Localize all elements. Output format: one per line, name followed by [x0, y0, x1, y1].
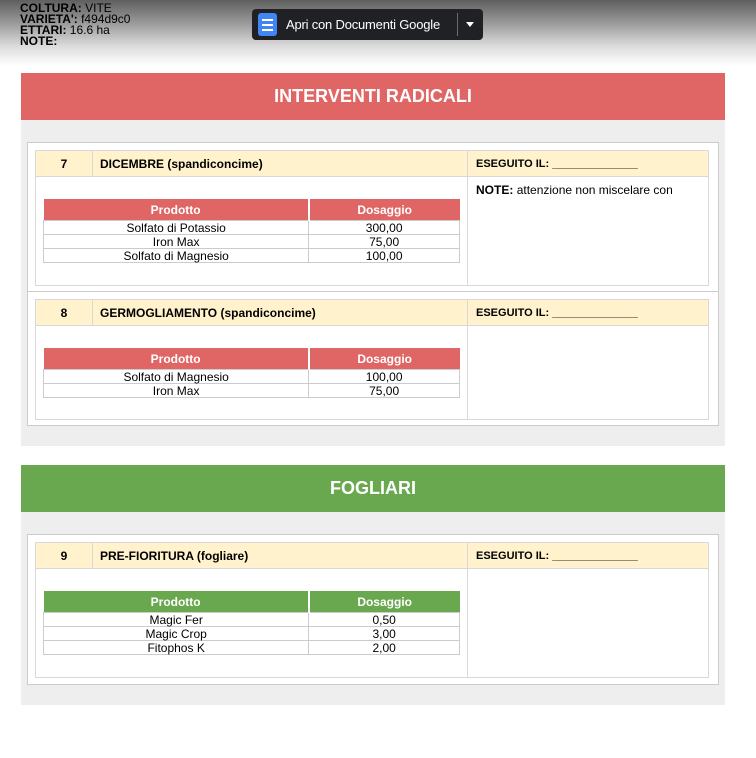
products-table — [43, 199, 460, 263]
intervention-title: DICEMBRE (spandiconcime) — [100, 156, 263, 171]
column-header-dosaggio: Dosaggio — [309, 199, 460, 221]
product-dosage: 100,00 — [309, 370, 460, 384]
table-row — [44, 370, 460, 384]
table-row — [44, 384, 460, 398]
table-header-row — [44, 348, 460, 370]
intervention-card-7 — [27, 142, 719, 293]
card-header — [36, 300, 708, 326]
field-metadata — [20, 3, 130, 47]
table-row — [44, 221, 460, 235]
intervention-title: PRE-FIORITURA (fogliare) — [100, 548, 249, 563]
product-name: Solfato di Magnesio — [44, 370, 309, 384]
dropdown-arrow-icon[interactable] — [466, 22, 474, 27]
top-bar — [0, 0, 756, 66]
section-title: FOGLIARI — [330, 478, 416, 498]
button-separator — [457, 13, 458, 36]
product-name: Solfato di Potassio — [44, 221, 309, 235]
product-dosage: 2,00 — [309, 641, 460, 655]
product-dosage: 300,00 — [309, 221, 460, 235]
column-header-prodotto: Prodotto — [44, 348, 309, 370]
table-header-row — [44, 591, 460, 613]
intervention-card-8 — [27, 291, 719, 426]
column-header-dosaggio: Dosaggio — [309, 348, 460, 370]
coltura-label: COLTURA: — [20, 1, 82, 15]
column-header-dosaggio: Dosaggio — [309, 591, 460, 613]
product-name: Solfato di Magnesio — [44, 249, 309, 263]
column-divider — [467, 325, 468, 419]
executed-on-field: ESEGUITO IL: ______________ — [467, 151, 708, 176]
product-name: Iron Max — [44, 235, 309, 249]
note-label: NOTE: — [20, 34, 58, 48]
intervention-number: 8 — [36, 300, 93, 325]
note-text: attenzione non miscelare con — [516, 183, 673, 197]
column-divider — [467, 176, 468, 285]
section-body-fogliari — [21, 512, 725, 705]
column-header-prodotto: Prodotto — [44, 591, 309, 613]
card-inner — [35, 542, 709, 678]
product-dosage: 100,00 — [309, 249, 460, 263]
executed-on-field: ESEGUITO IL: ______________ — [467, 543, 708, 568]
table-row — [44, 627, 460, 641]
card-header — [36, 543, 708, 569]
product-dosage: 75,00 — [309, 235, 460, 249]
intervention-card-9 — [27, 534, 719, 685]
open-with-label: Apri con Documenti Google — [286, 17, 440, 32]
table-header-row — [44, 199, 460, 221]
product-name: Iron Max — [44, 384, 309, 398]
ettari-label: ETTARI: — [20, 23, 67, 37]
intervention-number: 9 — [36, 543, 93, 568]
card-header — [36, 151, 708, 177]
table-row — [44, 613, 460, 627]
product-name: Magic Fer — [44, 613, 309, 627]
intervention-title: GERMOGLIAMENTO (spandiconcime) — [100, 305, 316, 320]
product-name: Magic Crop — [44, 627, 309, 641]
varieta-label: VARIETA': — [20, 12, 78, 26]
ettari-value: 16.6 ha — [69, 23, 110, 37]
section-header-fogliari — [21, 465, 725, 512]
executed-on-field: ESEGUITO IL: ______________ — [467, 300, 708, 325]
table-row — [44, 641, 460, 655]
section-title: INTERVENTI RADICALI — [274, 86, 472, 106]
products-table — [43, 591, 460, 655]
varieta-value: f494d9c0 — [81, 12, 131, 26]
section-header-radicali — [21, 73, 725, 120]
intervention-number: 7 — [36, 151, 93, 176]
google-docs-icon — [258, 13, 277, 36]
card-inner — [35, 150, 709, 286]
products-table — [43, 348, 460, 398]
coltura-value: VITE — [85, 1, 112, 15]
product-dosage: 0,50 — [309, 613, 460, 627]
product-dosage: 75,00 — [309, 384, 460, 398]
table-row — [44, 249, 460, 263]
section-body-radicali — [21, 120, 725, 446]
product-dosage: 3,00 — [309, 627, 460, 641]
product-name: Fitophos K — [44, 641, 309, 655]
column-header-prodotto: Prodotto — [44, 199, 309, 221]
card-inner — [35, 299, 709, 420]
open-with-google-docs-button[interactable] — [252, 9, 483, 40]
column-divider — [467, 568, 468, 677]
table-row — [44, 235, 460, 249]
note-text-label: NOTE: — [476, 183, 514, 197]
card-note — [476, 183, 673, 197]
